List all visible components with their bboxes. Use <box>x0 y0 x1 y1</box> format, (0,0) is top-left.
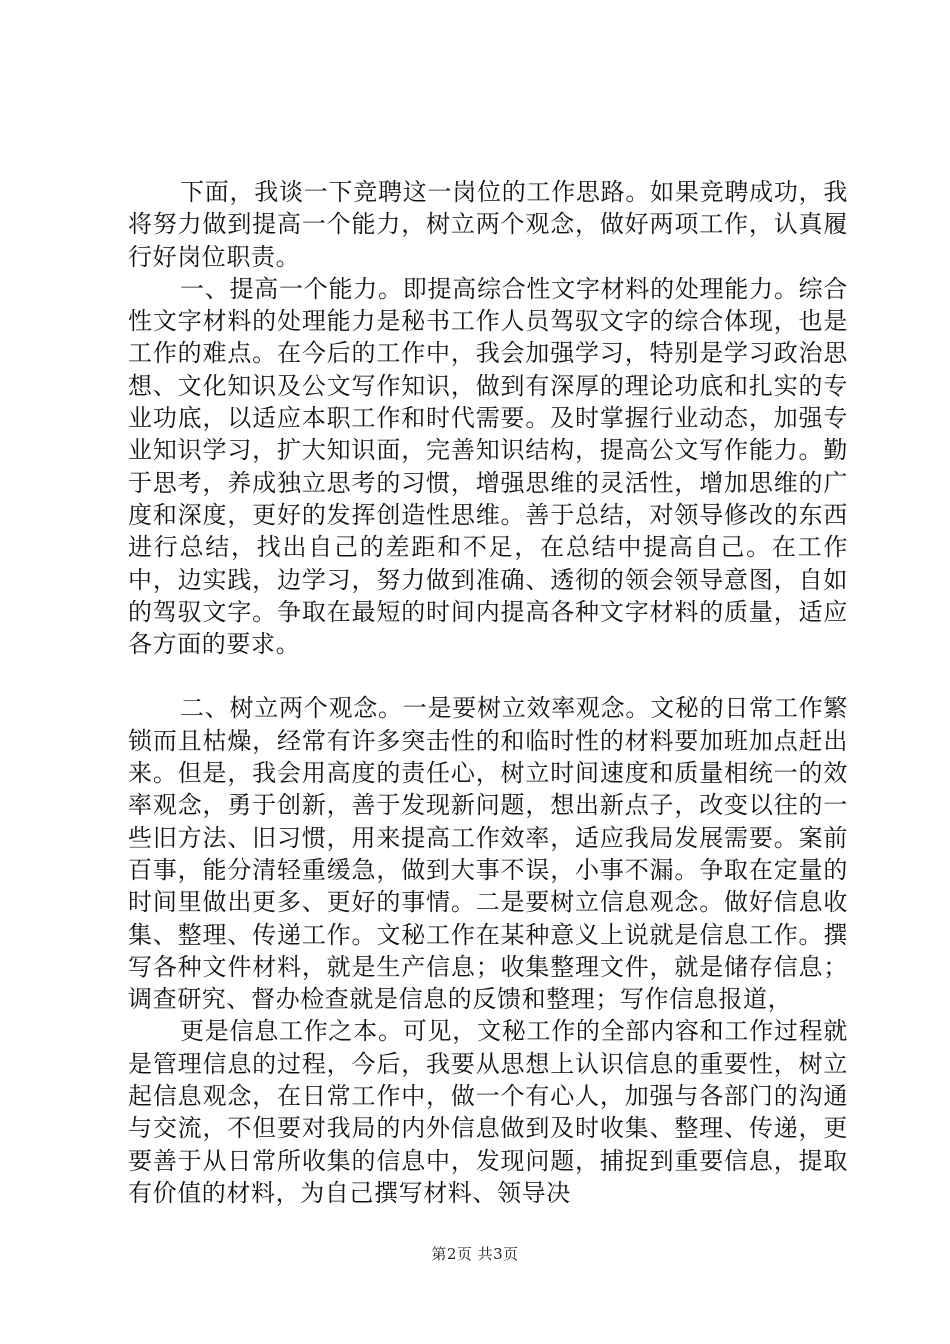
document-body <box>128 176 848 1209</box>
paragraph-concepts: 二、树立两个观念。一是要树立效率观念。文秘的日常工作繁锁而且枯燥，经常有许多突击性的和临时性的材料要加班加点赶出来。但是，我会用高度的责任心，树立时间速度和质量相统一的效率观念，勇于创新，善于发现新问题，想出新点子，改变以往的一些旧方法、旧习惯，用来提高工作效率，适应我局发展需要。案前百事，能分清轻重缓急，做到大事不误，小事不漏。争取在定量的时间里做出更多、更好的事情。二是要树立信息观念。做好信息收集、整理、传递工作。文秘工作在某种意义上说就是信息工作。撰写各种文件材料，就是生产信息；收集整理文件，就是储存信息；调查研究、督办检查就是信息的反馈和整理；写作信息报道， <box>128 694 848 1014</box>
paragraph-information: 更是信息工作之本。可见，文秘工作的全部内容和工作过程就是管理信息的过程，今后，我要从思想上认识信息的重要性，树立起信息观念，在日常工作中，做一个有心人，加强与各部门的沟通与交流，不但要对我局的内外信息做到及时收集、整理、传递，更要善于从日常所收集的信息中，发现问题，捕捉到重要信息，提取有价值的材料，为自己撰写材料、领导决 <box>128 1017 848 1207</box>
page-number-footer: 第2页 共3页 <box>431 1245 519 1263</box>
paragraph-ability: 一、提高一个能力。即提高综合性文字材料的处理能力。综合性文字材料的处理能力是秘书工作人员驾驭文字的综合体现，也是工作的难点。在今后的工作中，我会加强学习，特别是学习政治思想、文化知识及公文写作知识，做到有深厚的理论功底和扎实的专业功底，以适应本职工作和时代需要。及时掌握行业动态，加强专业知识学习，扩大知识面，完善知识结构，提高公文写作能力。勤于思考，养成独立思考的习惯，增强思维的灵活性，增加思维的广度和深度，更好的发挥创造性思维。善于总结，对领导修改的东西进行总结，找出自己的差距和不足，在总结中提高自己。在工作中，边实践，边学习，努力做到准确、透彻的领会领导意图，自如的驾驭文字。争取在最短的时间内提高各种文字材料的质量，适应各方面的要求。 <box>128 274 848 659</box>
paragraph-intro: 下面，我谈一下竞聘这一岗位的工作思路。如果竞聘成功，我将努力做到提高一个能力，树立两个观念，做好两项工作，认真履行好岗位职责。 <box>128 178 848 271</box>
